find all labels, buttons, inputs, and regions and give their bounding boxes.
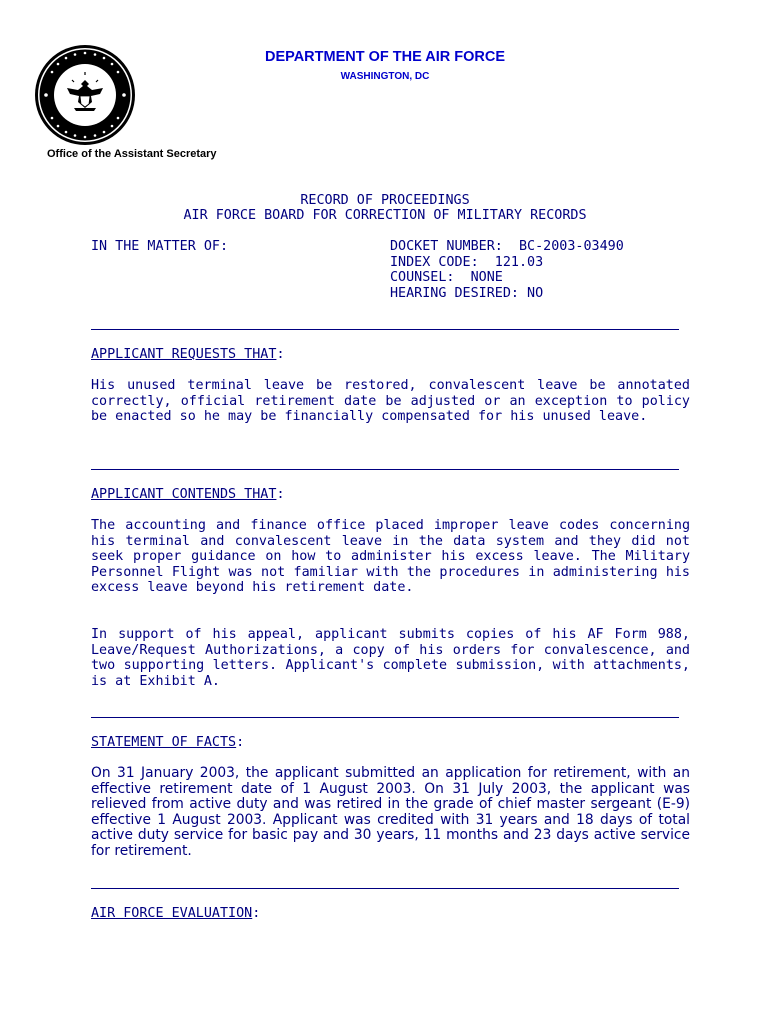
facts-body: On 31 January 2003, the applicant submitted an application for retirement, with an effective retirement date of 1 August 2003. On 31 July 2003, the applicant was relieved from active duty and was retired in the grade of chief master sergeant (E-9) effective 1 August 2003. Applicant was credited with 31 years and 18 days of total active duty service for basic pay and 30 years, 11 months and 23 days active service for retirement.: [91, 765, 690, 859]
requests-heading-text: APPLICANT REQUESTS THAT: [91, 347, 277, 362]
document-title: RECORD OF PROCEEDINGS: [300, 193, 470, 208]
index-code: INDEX CODE: 121.03: [390, 255, 544, 270]
evaluation-heading: [91, 906, 260, 922]
department-title: DEPARTMENT OF THE AIR FORCE: [264, 49, 506, 65]
section-divider: [91, 888, 679, 889]
counsel: COUNSEL: NONE: [390, 270, 503, 285]
contends-heading: [91, 487, 285, 503]
heading-colon: :: [276, 347, 285, 362]
heading-colon: :: [276, 487, 285, 502]
docket-number: DOCKET NUMBER: BC-2003-03490: [390, 239, 624, 254]
board-name: AIR FORCE BOARD FOR CORRECTION OF MILITARY RECORDS: [183, 208, 587, 223]
department-location: WASHINGTON, DC: [340, 71, 430, 82]
facts-heading-text: STATEMENT OF FACTS: [91, 735, 237, 750]
facts-heading: [91, 735, 244, 751]
evaluation-heading-text: AIR FORCE EVALUATION: [91, 906, 253, 921]
heading-colon: :: [252, 906, 261, 921]
section-divider: [91, 329, 679, 330]
section-divider: [91, 717, 679, 718]
section-divider: [91, 469, 679, 470]
heading-colon: :: [236, 735, 245, 750]
requests-heading: [91, 347, 285, 363]
office-name: Office of the Assistant Secretary: [47, 148, 217, 160]
hearing-desired: HEARING DESIRED: NO: [390, 286, 544, 301]
contends-heading-text: APPLICANT CONTENDS THAT: [91, 487, 277, 502]
matter-label: IN THE MATTER OF:: [91, 239, 229, 254]
support-body: In support of his appeal, applicant submits copies of his AF Form 988, Leave/Request Authorizations, a copy of his orders for convalescence, and two supporting letters. Applicant's complete submission, with attachments, is at Exhibit A.: [91, 627, 690, 689]
contends-body: The accounting and finance office placed improper leave codes concerning his terminal and convalescent leave in the data system and they did not seek proper guidance on how to administer his excess leave. The Military Personnel Flight was not familiar with the procedures in administering his excess leave beyond his retirement date.: [91, 518, 690, 595]
requests-body: His unused terminal leave be restored, convalescent leave be annotated correctly, official retirement date be adjusted or an exception to policy be enacted so he may be financially compensated for his unused leave.: [91, 378, 690, 424]
